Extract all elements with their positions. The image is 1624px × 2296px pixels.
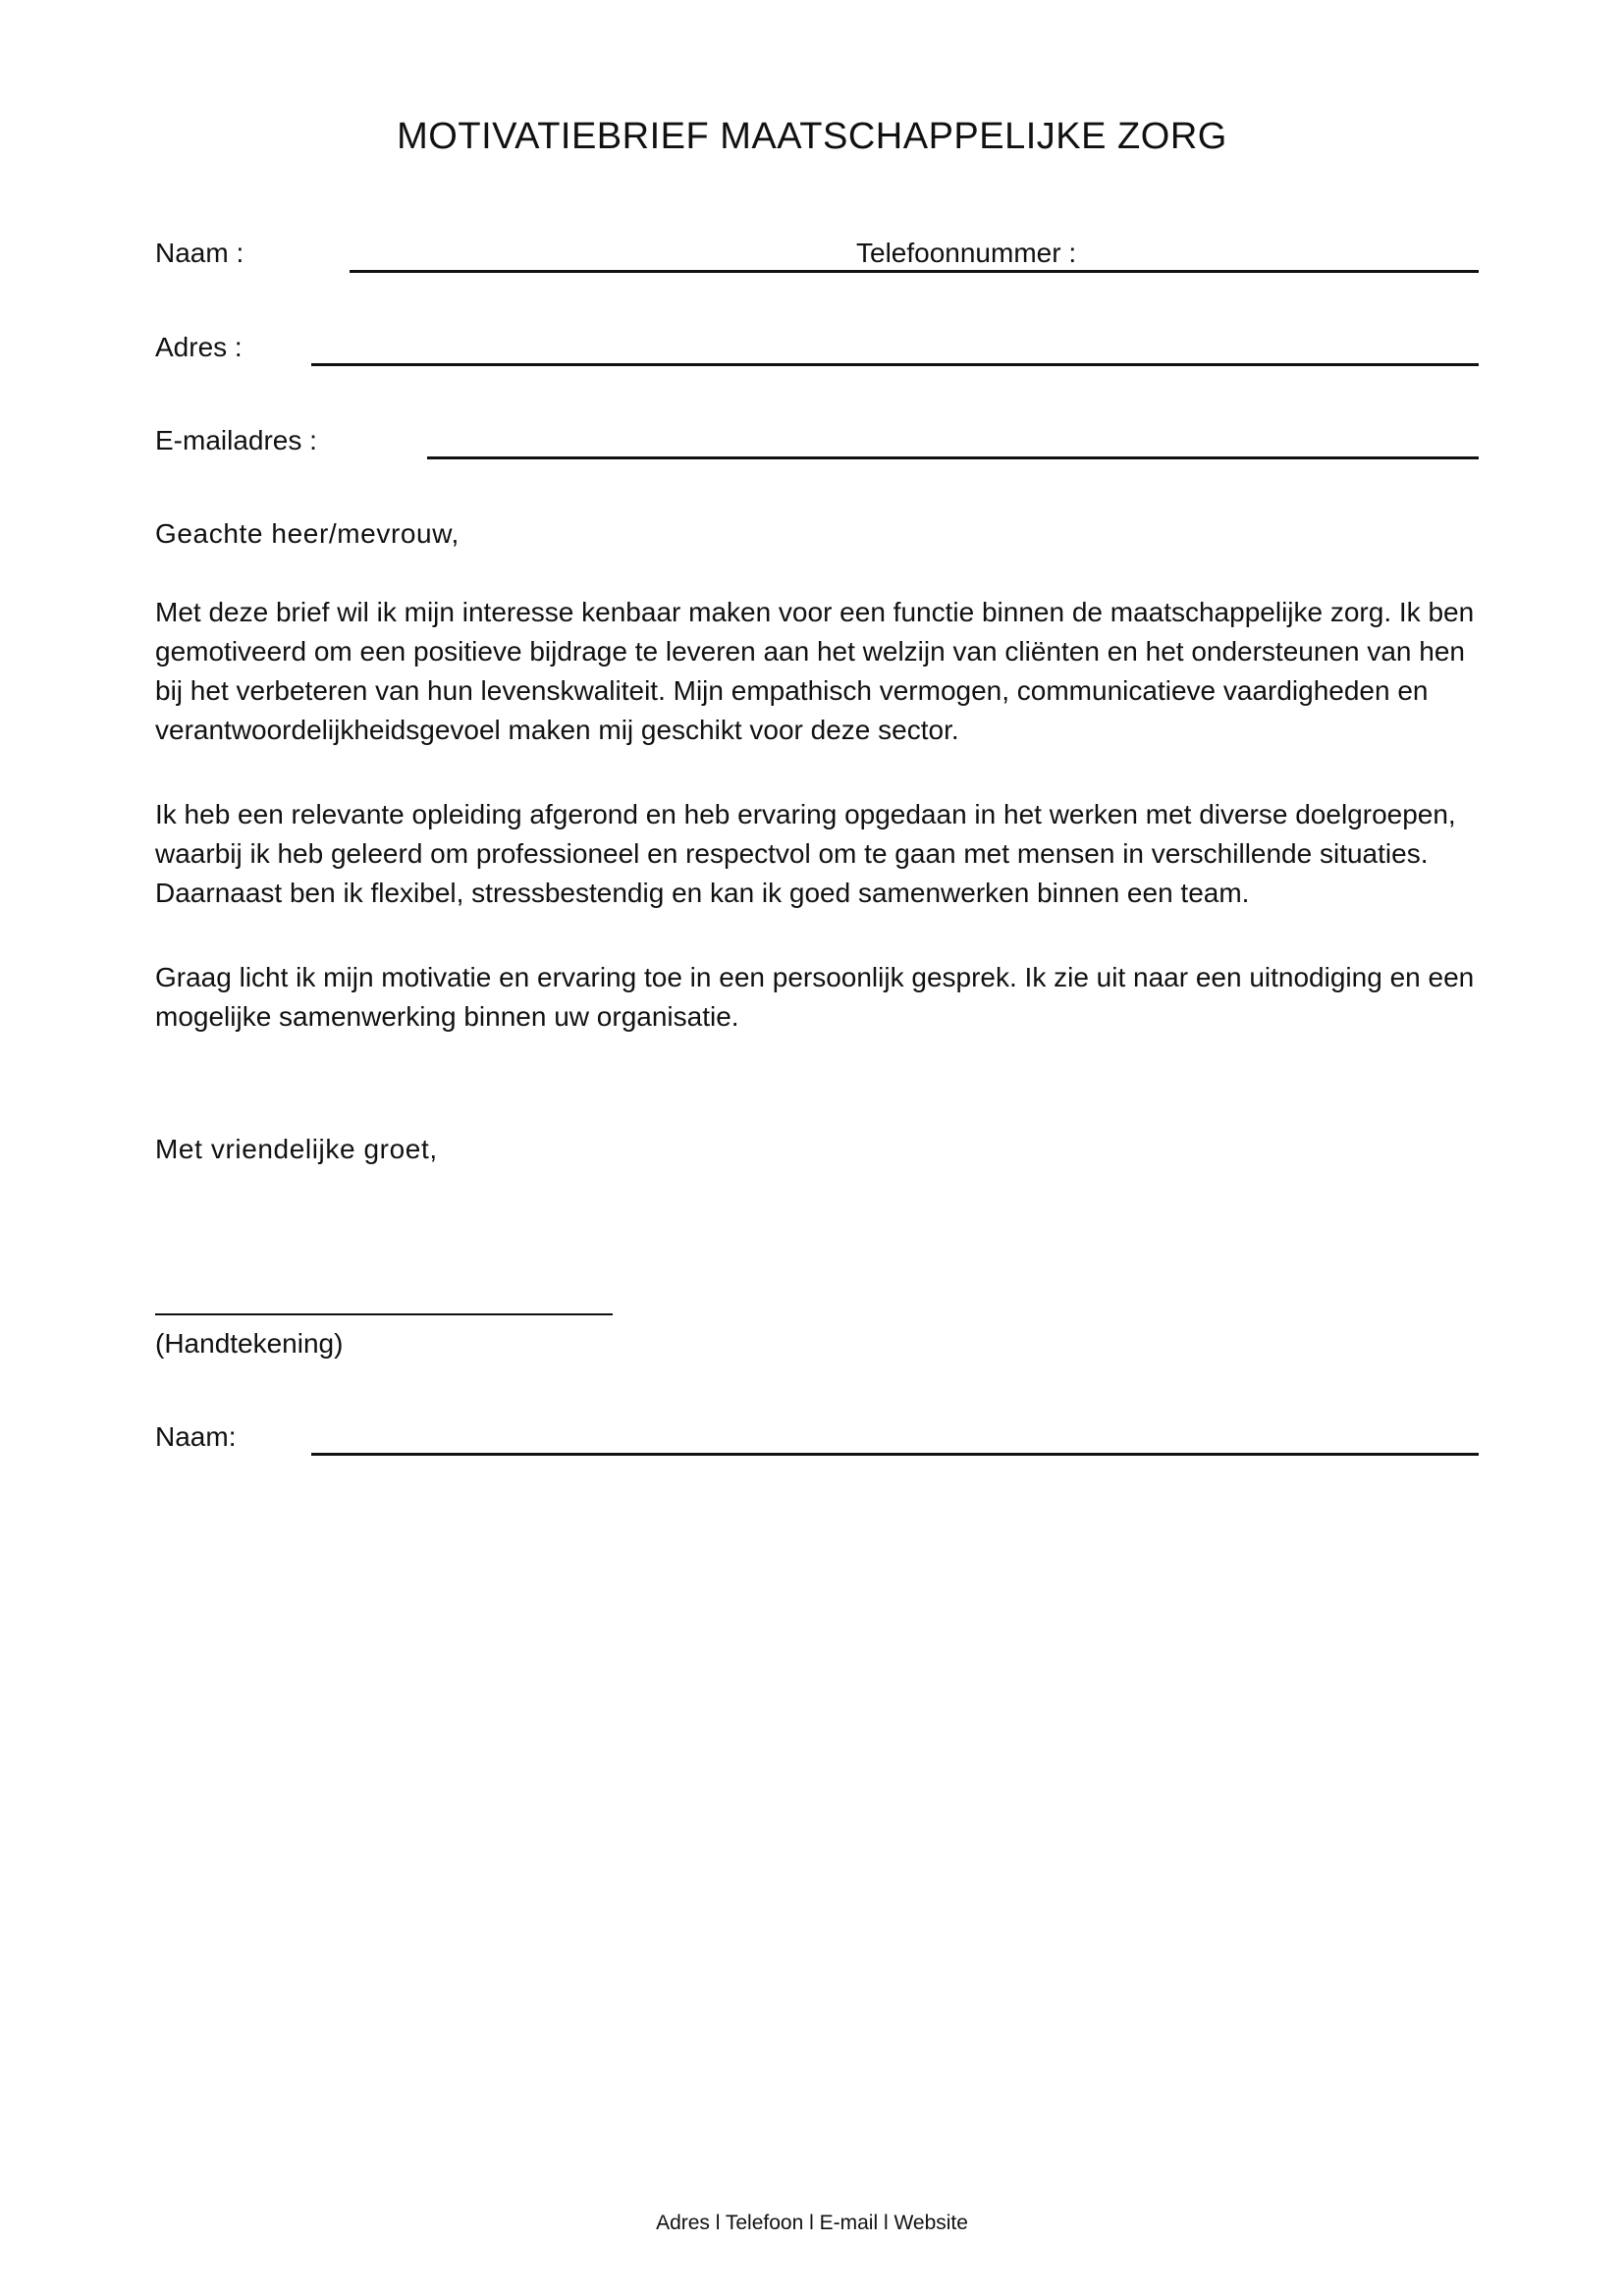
signer-name-field-line[interactable] [311,1453,1479,1456]
greeting: Geachte heer/mevrouw, [155,518,460,549]
address-label: Adres : [155,332,243,362]
signature-line[interactable] [155,1313,613,1315]
body-paragraph-3: Graag licht ik mijn motivatie en ervaring toe in een persoonlijk gesprek. Ik zie uit naar een uitnodiging en een mogelijke samenwerking binnen uw organisatie. [155,962,1475,1032]
name-label: Naam : [155,238,244,268]
signature-label: (Handtekening) [155,1328,344,1359]
body-paragraph-2: Ik heb een relevante opleiding afgerond en heb ervaring opgedaan in het werken met diverse doelgroepen, waarbij ik heb geleerd om professioneel en respectvol om te gaan met mensen in verschillende situaties. Daarnaast ben ik flexibel, stressbestendig en kan ik goed samenwerken binnen een team. [155,799,1456,908]
email-field-line[interactable] [427,456,1479,459]
email-label: E-mailadres : [155,425,317,455]
footer-contact: Adres l Telefoon l E-mail l Website [656,2212,968,2234]
phone-label: Telefoonnummer : [856,238,1077,268]
document-title: MOTIVATIEBRIEF MAATSCHAPPELIJKE ZORG [397,116,1227,157]
body-paragraph-1: Met deze brief wil ik mijn interesse kenbaar maken voor een functie binnen de maatschappelijke zorg. Ik ben gemotiveerd om een positieve bijdrage te leveren aan het welzijn van cliënten en het ondersteunen van hen bij het verbeteren van hun levenskwaliteit. Mijn empathisch vermogen, communicatieve vaardigheden en verantwoordelijkheidsgevoel maken mij geschikt voor deze sector. [155,597,1475,745]
signer-name-label: Naam: [155,1421,237,1452]
name-phone-field-line[interactable] [350,270,1479,273]
closing: Met vriendelijke groet, [155,1134,438,1164]
address-field-line[interactable] [311,363,1479,366]
